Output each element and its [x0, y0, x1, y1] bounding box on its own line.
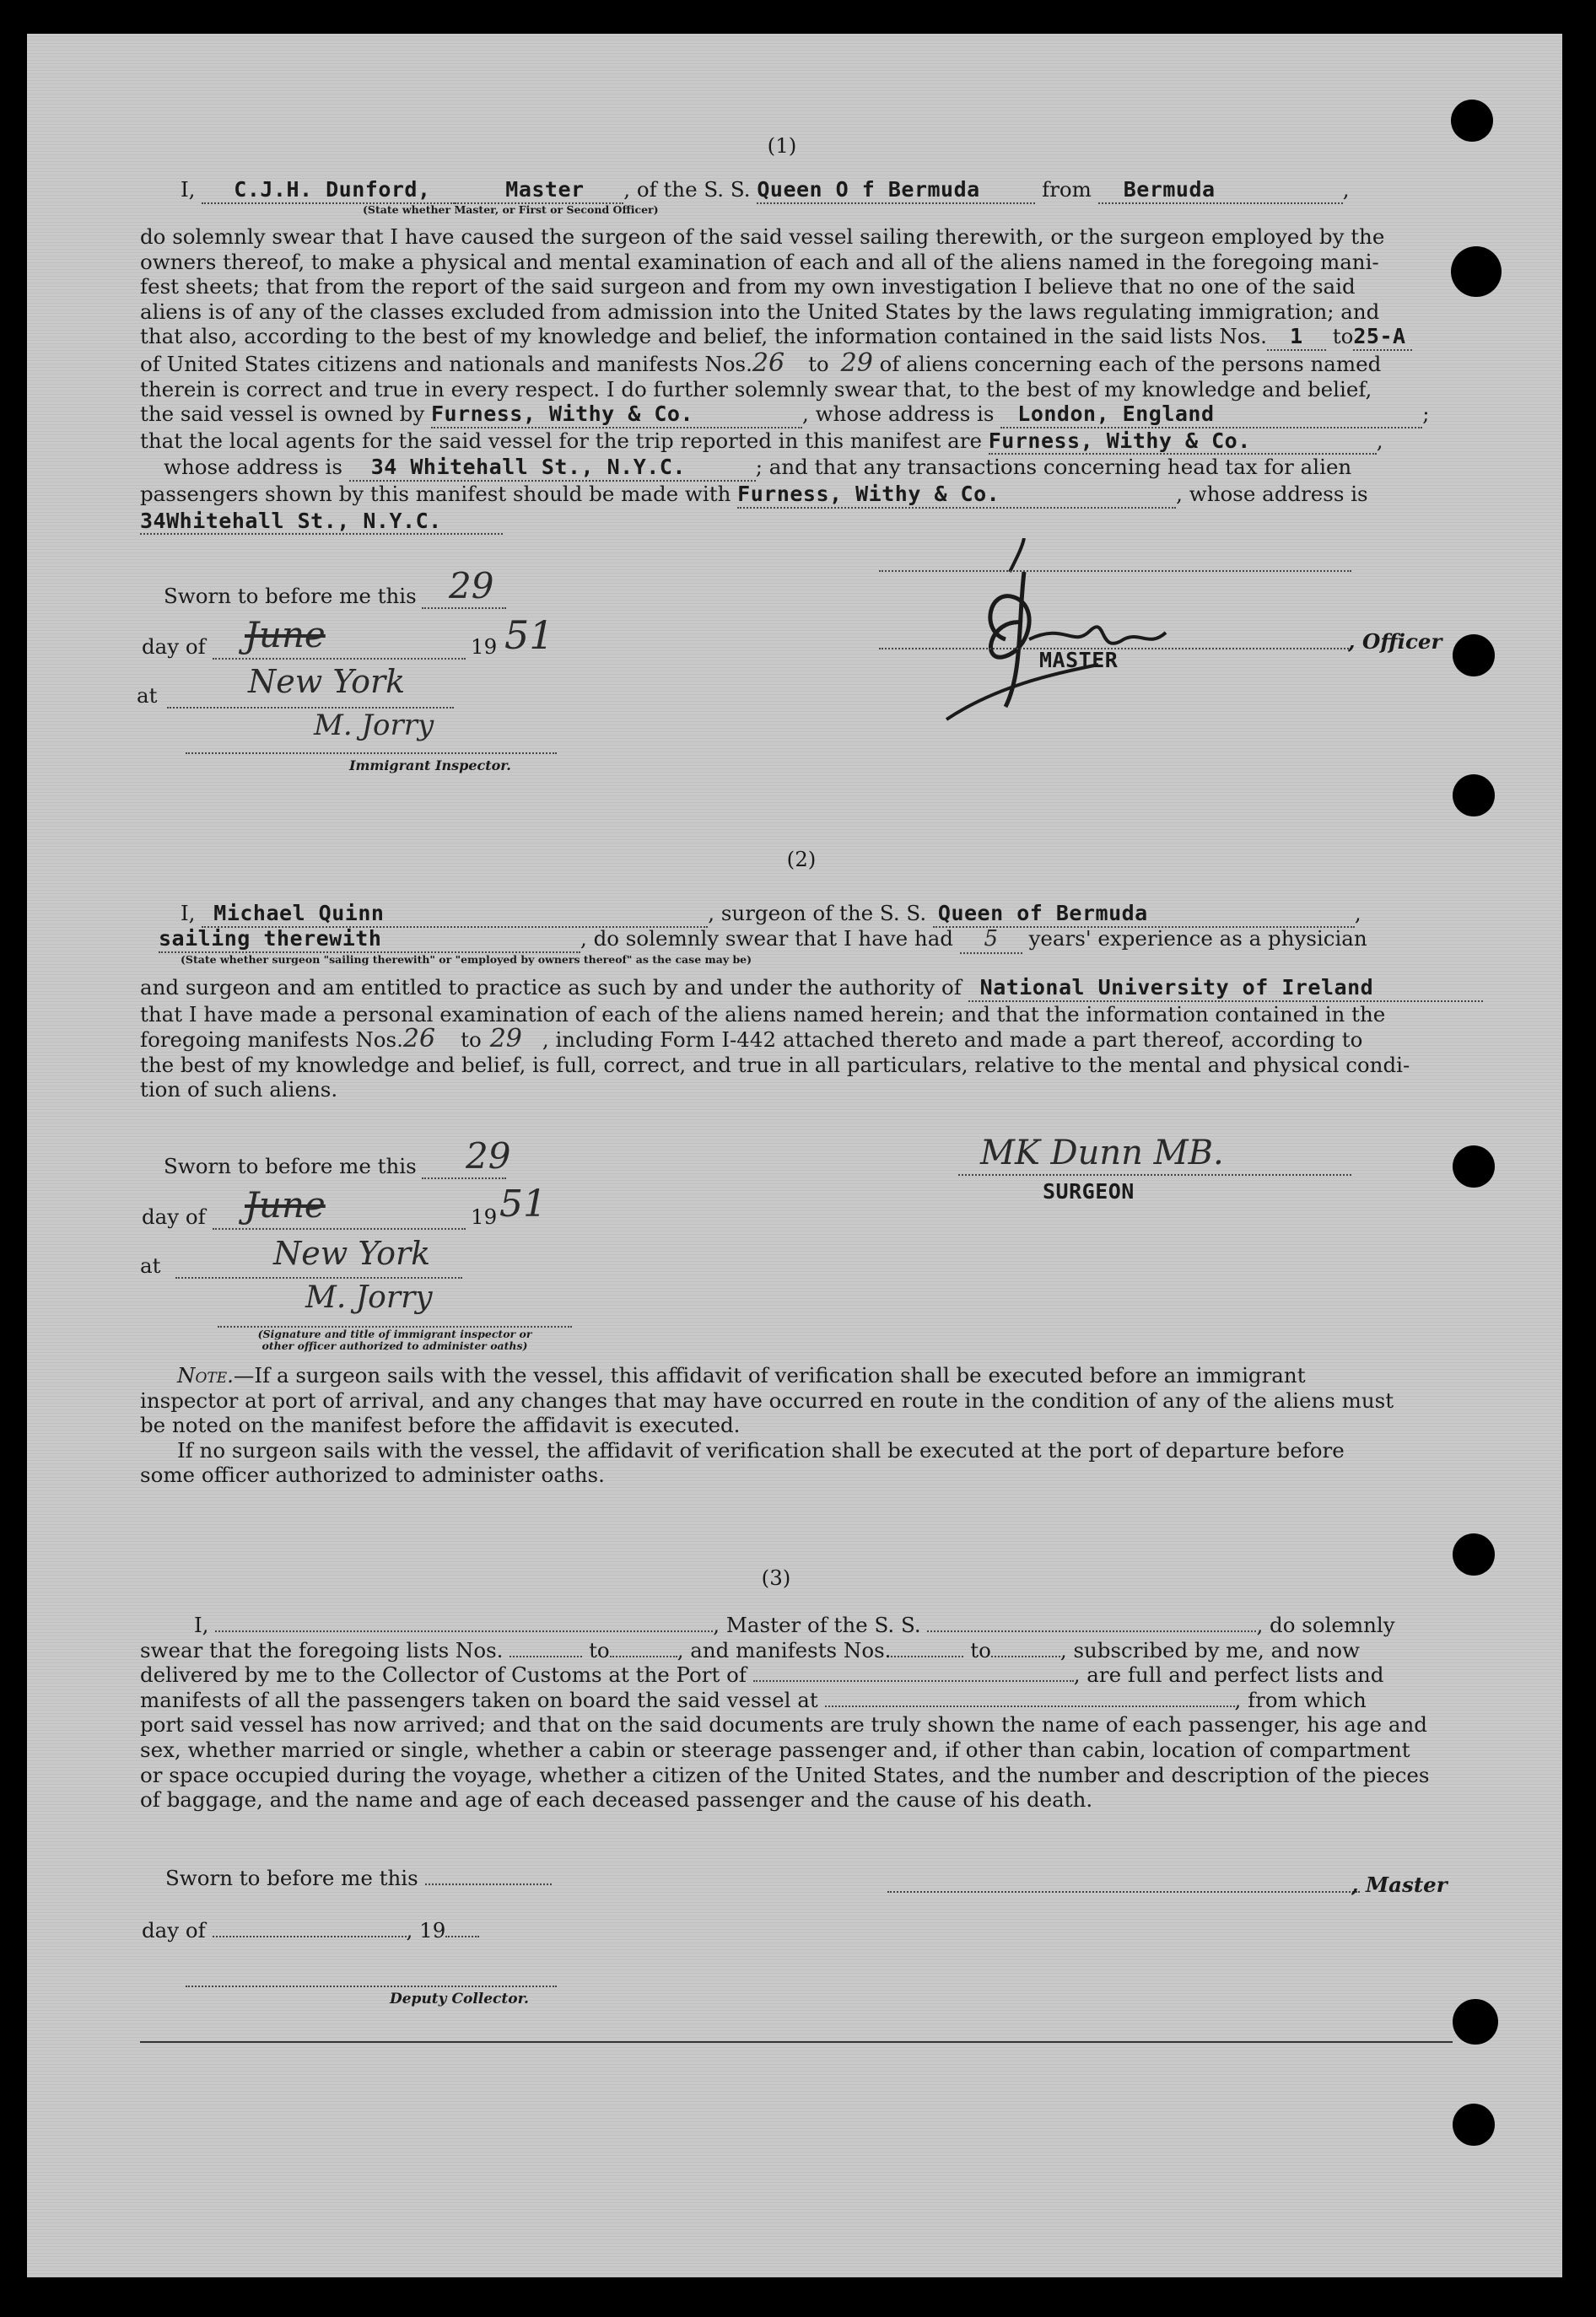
sworn-label-2: Sworn to before me this [164, 1154, 417, 1178]
sec2-line-2 [159, 926, 1367, 954]
place-1: New York [248, 663, 406, 700]
text: , do solemnly [1256, 1613, 1395, 1637]
text: , whose address is [1176, 481, 1368, 506]
blank-vessel[interactable] [927, 1630, 1256, 1632]
headtax-address: 34Whitehall St., N.Y.C. [140, 509, 503, 536]
year-suffix-1: 51 [504, 612, 554, 658]
section-3-heading: (3) [761, 1565, 791, 1590]
vessel-name: Queen O f Bermuda [757, 177, 1035, 204]
text: I, [181, 901, 196, 925]
at-label-2: at [140, 1253, 161, 1278]
manifests-from-2: 26 [402, 1024, 436, 1054]
text: fest sheets; that from the report of the said surgeon and from my own investigation I believe that no one of the said [140, 274, 1356, 299]
text: , [1354, 901, 1361, 925]
section-2-heading: (2) [786, 847, 817, 871]
year-prefix-1: 19 [471, 634, 498, 659]
day-of-label-2: day of [142, 1204, 206, 1229]
text: ; [1422, 401, 1430, 427]
document-page [27, 34, 1562, 2277]
text: , [1342, 177, 1350, 202]
text: to [970, 1637, 991, 1662]
text: , of the S. S. [623, 177, 751, 202]
punch-hole [1453, 1145, 1495, 1188]
text: some officer authorized to administer oaths. [140, 1463, 605, 1488]
text-line [140, 1638, 1453, 1663]
inspector-label-1: Immigrant Inspector. [349, 757, 511, 773]
blank-manifests-to[interactable] [991, 1656, 1060, 1657]
blank-sworn-day[interactable] [425, 1883, 552, 1885]
punch-hole [1451, 100, 1493, 142]
sec3-body [140, 1613, 1453, 1813]
sec1-line-1 [181, 177, 1350, 204]
signature-top-line [879, 570, 1351, 572]
blank-lists-to[interactable] [610, 1656, 677, 1657]
owner: Furness, Withy & Co. [431, 401, 802, 428]
sig-note-2: other officer authorized to administer oaths) [262, 1339, 528, 1352]
sig-note-1: (Signature and title of immigrant inspector or [257, 1328, 532, 1340]
officer-label: , Officer [1348, 629, 1442, 654]
sworn-label-1: Sworn to before me this [164, 584, 417, 608]
sworn-day-line-1 [422, 607, 506, 609]
authority: National University of Ireland [968, 975, 1483, 1002]
punch-hole [1453, 774, 1495, 816]
inspector-initials-1: M. Jorry [314, 709, 434, 742]
text: do solemnly swear that I have caused the surgeon of the said vessel sailing therewith, or the surgeon employed by the [140, 224, 1385, 249]
blank-month[interactable] [213, 1936, 407, 1937]
text-line [140, 509, 1449, 536]
agents-address: 34 Whitehall St., N.Y.C. [349, 455, 756, 482]
blank-port-departure[interactable] [825, 1705, 1235, 1707]
bottom-rule [140, 2041, 1453, 2043]
text: and surgeon and am entitled to practice as such by and under the authority of [140, 975, 962, 1000]
text: I, [194, 1613, 209, 1637]
text: ; and that any transactions concerning head tax for alien [755, 455, 1352, 480]
sec2-line-1 [181, 901, 1361, 928]
text: to [461, 1027, 482, 1053]
text: , and manifests Nos. [677, 1637, 892, 1662]
text: manifests of all the passengers taken on board the said vessel at [140, 1687, 818, 1712]
text: be noted on the manifest before the affidavit is executed. [140, 1413, 741, 1438]
text: , surgeon of the S. S. [708, 901, 927, 925]
text: of aliens concerning each of the persons named [879, 351, 1382, 376]
section-1-heading: (1) [767, 133, 797, 158]
month-1: June [245, 614, 326, 655]
place-line-2 [175, 1277, 462, 1279]
text-line [140, 1363, 1449, 1388]
text: passengers shown by this manifest should be made with [140, 481, 731, 506]
punch-hole [1453, 2104, 1495, 2146]
punch-hole [1453, 634, 1495, 676]
owner-address: London, England [1000, 401, 1422, 428]
blank-manifests-from[interactable] [891, 1656, 963, 1657]
master-line-3 [887, 1891, 1360, 1893]
text-line [140, 455, 1449, 482]
text-line [140, 1688, 1453, 1713]
agents: Furness, Withy & Co. [989, 428, 1377, 455]
text: —If a surgeon sails with the vessel, this affidavit of verification shall be executed before an immigrant [233, 1363, 1306, 1388]
master-stamp: MASTER [1039, 648, 1119, 672]
text-line [140, 1662, 1453, 1688]
text: years' experience as a physician [1028, 926, 1367, 951]
master-name: C.J.H. Dunford, [202, 177, 455, 204]
day-of-label-1: day of [142, 634, 206, 659]
text: that also, according to the best of my knowledge and belief, the information contained in the said lists Nos. [140, 324, 1267, 349]
text: owners thereof, to make a physical and mental examination of each and all of the aliens named in the foregoing mani- [140, 249, 1379, 274]
text: from [1042, 177, 1092, 202]
text-line [140, 348, 1449, 378]
sworn-day-2: 29 [466, 1135, 511, 1177]
note-block [140, 1363, 1449, 1488]
text: day of [142, 1918, 206, 1943]
blank-year[interactable] [445, 1936, 479, 1937]
lists-to: 25-A [1353, 324, 1412, 351]
text: that I have made a personal examination of each of the aliens named herein; and that the information contained in the [140, 1001, 1386, 1026]
text: port said vessel has now arrived; and that on the said documents are truly shown the name of each passenger, his age and [140, 1712, 1427, 1738]
text: to [589, 1637, 610, 1662]
text: to [1332, 324, 1354, 349]
punch-hole [1453, 1533, 1495, 1576]
text-line [140, 975, 1456, 1002]
text: foregoing manifests Nos. [140, 1027, 403, 1053]
note-label: Note. [177, 1363, 234, 1388]
text: of United States citizens and nationals and manifests Nos. [140, 351, 752, 376]
port-from: Bermuda [1098, 177, 1343, 204]
manifests-to: 29 [840, 348, 873, 378]
text-line [140, 482, 1449, 509]
text: swear that the foregoing lists Nos. [140, 1637, 504, 1662]
master-signature [930, 538, 1216, 732]
month-line-2 [213, 1228, 466, 1230]
text: If no surgeon sails with the vessel, the affidavit of verification shall be executed at the port of departure before [177, 1437, 1345, 1463]
text-line [140, 324, 1449, 351]
sailing-status: sailing therewith [159, 926, 580, 953]
headtax-agent: Furness, Withy & Co. [737, 482, 1176, 509]
sec2-body [140, 975, 1456, 1102]
text: I, [181, 177, 196, 202]
collector-label: Deputy Collector. [390, 1991, 529, 2007]
surgeon-sig-line [958, 1174, 1351, 1176]
years-experience: 5 [960, 927, 1022, 954]
text: , including Form I-442 attached thereto and made a part thereof, according to [542, 1027, 1363, 1053]
text: sex, whether married or single, whether a cabin or steerage passenger and, if other than cabin, location of compartment [140, 1737, 1410, 1762]
surgeon-name: Michael Quinn [202, 901, 708, 928]
master-label-3: , Master [1351, 1872, 1448, 1897]
inspector-initials-2: M. Jorry [305, 1280, 433, 1315]
manifests-from: 26 [752, 348, 785, 378]
text: inspector at port of arrival, and any changes that may have occurred en route in the condition of any of the aliens must [140, 1388, 1394, 1413]
text-line [140, 428, 1449, 455]
manifests-to-2: 29 [489, 1024, 522, 1054]
collector-line [186, 1986, 557, 1987]
surgeon-label: SURGEON [1043, 1179, 1135, 1204]
text: Sworn to before me this [165, 1866, 418, 1890]
text: , subscribed by me, and now [1060, 1637, 1360, 1662]
punch-hole [1453, 1999, 1498, 2045]
text: to [808, 351, 829, 376]
text: , whose address is [802, 401, 995, 427]
text: whose address is [164, 455, 342, 480]
text: , from which [1234, 1687, 1367, 1712]
text: or space occupied during the voyage, whether a citizen of the United States, and the number and description of the pieces [140, 1762, 1430, 1787]
text: , Master of the S. S. [713, 1613, 921, 1637]
text: the best of my knowledge and belief, is full, correct, and true in all particulars, relative to the mental and physical condi- [140, 1052, 1410, 1077]
text: tion of such aliens. [140, 1077, 338, 1102]
surgeon-vessel: Queen of Bermuda [933, 901, 1355, 928]
sec1-body [140, 224, 1449, 535]
text: , [1376, 428, 1383, 453]
inspector-line-1 [186, 752, 557, 754]
text-line [140, 1613, 1453, 1638]
year-prefix-2: 19 [471, 1204, 498, 1229]
text: delivered by me to the Collector of Customs at the Port of [140, 1662, 747, 1688]
text: the said vessel is owned by [140, 401, 425, 427]
sworn-day-1: 29 [449, 565, 494, 606]
blank-port[interactable] [753, 1680, 1074, 1682]
rank: Master [455, 177, 623, 204]
text-line [140, 1438, 1449, 1463]
blank-master-name[interactable] [215, 1630, 713, 1632]
text: therein is correct and true in every respect. I do further solemnly swear that, to the best of my knowledge and belief, [140, 376, 1372, 401]
day-of-label-3: day of , 19 [142, 1918, 479, 1943]
punch-hole [1451, 246, 1502, 297]
month-2: June [245, 1184, 326, 1226]
text: , are full and perfect lists and [1073, 1662, 1384, 1688]
text: of baggage, and the name and age of each deceased passenger and the cause of his death. [140, 1787, 1093, 1813]
text-line [140, 1026, 1456, 1053]
lists-from: 1 [1267, 324, 1326, 351]
month-line-1 [213, 658, 466, 660]
surgeon-signature: MK Dunn MB. [980, 1134, 1224, 1172]
text: aliens is of any of the classes excluded from admission into the United States by the laws regulating immigration; and [140, 299, 1380, 324]
text-line [140, 401, 1449, 428]
text: 19 [419, 1918, 446, 1943]
sworn-day-line-2 [422, 1177, 506, 1179]
rank-note: (State whether Master, or First or Second Officer) [363, 203, 659, 216]
text: , do solemnly swear that I have had [580, 926, 953, 951]
sworn-label-3 [165, 1866, 552, 1891]
at-label-1: at [137, 683, 158, 708]
year-suffix-2: 51 [499, 1183, 547, 1226]
sailing-note: (State whether surgeon "sailing therewith" or "employed by owners thereof" as the case may be) [181, 953, 752, 966]
text: that the local agents for the said vessel for the trip reported in this manifest are [140, 428, 982, 453]
blank-lists-from[interactable] [510, 1656, 582, 1657]
place-2: New York [273, 1235, 431, 1272]
